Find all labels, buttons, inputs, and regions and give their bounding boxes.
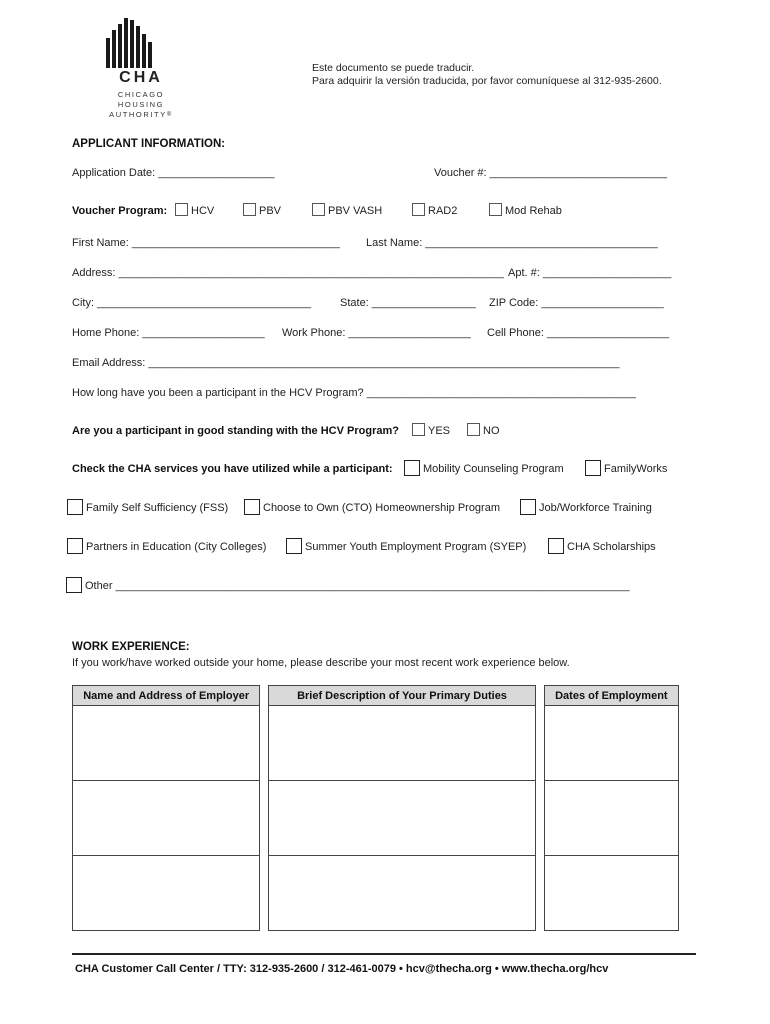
- address-field[interactable]: Address: _______________________________________________________________: [72, 267, 504, 279]
- translation-line1: Este documento se puede traducir.: [312, 62, 475, 74]
- voucher-option-pbv[interactable]: PBV: [243, 203, 281, 217]
- employer-cell[interactable]: [73, 706, 260, 781]
- footer-divider: [72, 953, 696, 955]
- dates-cell[interactable]: [544, 781, 678, 856]
- cha-logo: [96, 18, 186, 119]
- good-standing-yes[interactable]: YES: [412, 423, 450, 437]
- services-label: Check the CHA services you have utilized while a participant:: [72, 463, 393, 475]
- service-partners-education[interactable]: Partners in Education (City Colleges): [67, 538, 266, 554]
- cell-phone-field[interactable]: Cell Phone: ____________________: [487, 327, 670, 339]
- logo-abbr: CHA: [119, 69, 163, 86]
- city-field[interactable]: City: ___________________________________: [72, 297, 312, 309]
- how-long-field[interactable]: How long have you been a participant in the HCV Program? ____________________________________________: [72, 387, 636, 399]
- duties-cell[interactable]: [269, 706, 535, 781]
- good-standing-question: Are you a participant in good standing with the HCV Program?: [72, 425, 399, 437]
- logo-line1: CHICAGO HOUSING: [117, 90, 165, 109]
- cha-logo-bars-icon: [106, 18, 152, 68]
- voucher-program-label: Voucher Program:: [72, 205, 168, 217]
- checkbox-icon[interactable]: [489, 203, 502, 216]
- checkbox-icon[interactable]: [67, 538, 83, 554]
- voucher-option-pbv-vash[interactable]: PBV VASH: [312, 203, 382, 217]
- checkbox-icon[interactable]: [67, 499, 83, 515]
- translation-line2: Para adquirir la versión traducida, por favor comuníquese al 312-935-2600.: [312, 75, 662, 87]
- logo-line2: AUTHORITY: [109, 110, 167, 119]
- voucher-option-mod-rehab[interactable]: Mod Rehab: [489, 203, 562, 217]
- service-job-training[interactable]: Job/Workforce Training: [520, 499, 652, 515]
- work-section-title: WORK EXPERIENCE:: [72, 641, 190, 653]
- header-employer: Name and Address of Employer: [73, 686, 260, 706]
- work-intro: If you work/have worked outside your home, please describe your most recent work experience below.: [72, 657, 570, 669]
- service-fss[interactable]: Family Self Sufficiency (FSS): [67, 499, 228, 515]
- state-field[interactable]: State: _________________: [340, 297, 476, 309]
- service-familyworks[interactable]: FamilyWorks: [585, 460, 667, 476]
- service-scholarships[interactable]: CHA Scholarships: [548, 538, 656, 554]
- zip-field[interactable]: ZIP Code: ____________________: [489, 297, 664, 309]
- checkbox-icon[interactable]: [467, 423, 480, 436]
- service-syep[interactable]: Summer Youth Employment Program (SYEP): [286, 538, 526, 554]
- email-field[interactable]: Email Address: _____________________________________________________________________________: [72, 357, 620, 369]
- checkbox-icon[interactable]: [243, 203, 256, 216]
- checkbox-icon[interactable]: [412, 423, 425, 436]
- checkbox-icon[interactable]: [585, 460, 601, 476]
- logo-registered-mark: ®: [166, 112, 173, 118]
- voucher-option-hcv[interactable]: HCV: [175, 203, 214, 217]
- employer-cell[interactable]: [73, 856, 260, 931]
- table-row: [73, 856, 679, 931]
- work-phone-field[interactable]: Work Phone: ____________________: [282, 327, 471, 339]
- work-experience-table: [72, 685, 679, 931]
- checkbox-icon[interactable]: [548, 538, 564, 554]
- application-date-field[interactable]: Application Date: ___________________: [72, 167, 275, 179]
- header-duties: Brief Description of Your Primary Duties: [269, 686, 535, 706]
- checkbox-icon[interactable]: [66, 577, 82, 593]
- apt-field[interactable]: Apt. #: _____________________: [508, 267, 672, 279]
- service-other[interactable]: Other ____________________________________________________________________________________: [66, 577, 629, 593]
- table-row: [73, 781, 679, 856]
- checkbox-icon[interactable]: [312, 203, 325, 216]
- checkbox-icon[interactable]: [286, 538, 302, 554]
- checkbox-icon[interactable]: [244, 499, 260, 515]
- duties-cell[interactable]: [269, 781, 535, 856]
- checkbox-icon[interactable]: [520, 499, 536, 515]
- checkbox-icon[interactable]: [412, 203, 425, 216]
- employer-cell[interactable]: [73, 781, 260, 856]
- footer-contact: CHA Customer Call Center / TTY: 312-935-2600 / 312-461-0079 • hcv@thecha.org • www.thecha.org/hcv: [75, 963, 609, 975]
- translation-note: [312, 62, 662, 88]
- dates-cell[interactable]: [544, 856, 678, 931]
- service-cto[interactable]: Choose to Own (CTO) Homeownership Program: [244, 499, 500, 515]
- last-name-field[interactable]: Last Name: ______________________________________: [366, 237, 658, 249]
- service-mobility[interactable]: Mobility Counseling Program: [404, 460, 564, 476]
- applicant-section-title: APPLICANT INFORMATION:: [72, 138, 226, 150]
- table-row: [73, 706, 679, 781]
- checkbox-icon[interactable]: [175, 203, 188, 216]
- first-name-field[interactable]: First Name: __________________________________: [72, 237, 340, 249]
- checkbox-icon[interactable]: [404, 460, 420, 476]
- home-phone-field[interactable]: Home Phone: ____________________: [72, 327, 265, 339]
- voucher-number-field[interactable]: Voucher #: _____________________________: [434, 167, 668, 179]
- duties-cell[interactable]: [269, 856, 535, 931]
- header-dates: Dates of Employment: [544, 686, 678, 706]
- voucher-option-rad2[interactable]: RAD2: [412, 203, 457, 217]
- dates-cell[interactable]: [544, 706, 678, 781]
- good-standing-no[interactable]: NO: [467, 423, 500, 437]
